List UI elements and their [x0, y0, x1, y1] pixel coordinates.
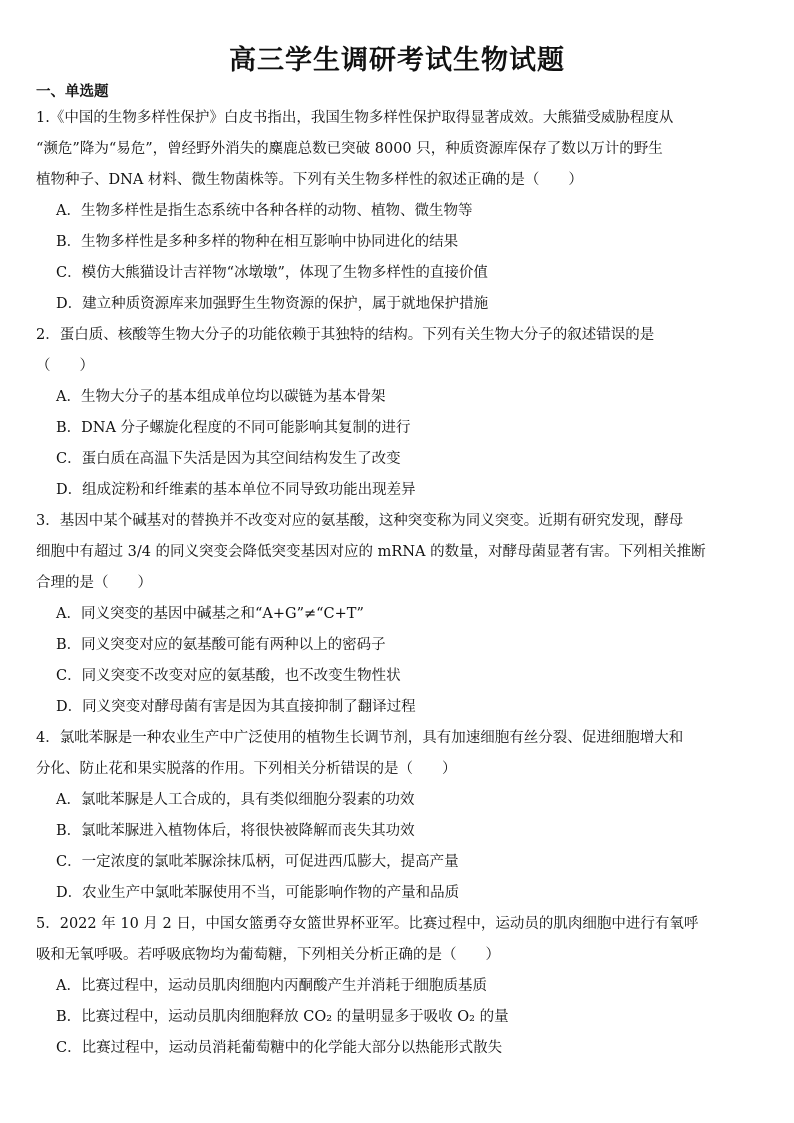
question-4-option-b: B．氯吡苯脲进入植物体后，将很快被降解而丧失其功效: [56, 823, 415, 839]
question-3-text: 3．基因中某个碱基对的替换并不改变对应的氨基酸，这种突变称为同义突变。近期有研究发现，酵母: [36, 513, 684, 529]
question-2-text: 2．蛋白质、核酸等生物大分子的功能依赖于其独特的结构。下列有关生物大分子的叙述错误的是: [36, 327, 655, 343]
question-4-option-d: D．农业生产中氯吡苯脲使用不当，可能影响作物的产量和品质: [56, 885, 460, 901]
question-4-text: 4．氯吡苯脲是一种农业生产中广泛使用的植物生长调节剂，具有加速细胞有丝分裂、促进细胞增大和: [36, 730, 684, 746]
question-4-option-c: C．一定浓度的氯吡苯脲涂抹瓜柄，可促进西瓜膨大，提高产量: [56, 854, 459, 870]
question-2-text: （ ）: [36, 358, 94, 374]
question-1-text: 植物种子、DNA 材料、微生物菌株等。下列有关生物多样性的叙述正确的是（ ）: [36, 172, 583, 188]
question-3-option-c: C．同义突变不改变对应的氨基酸，也不改变生物性状: [56, 668, 401, 684]
question-2-option-a: A．生物大分子的基本组成单位均以碳链为基本骨架: [56, 389, 386, 405]
question-2-option-b: B．DNA 分子螺旋化程度的不同可能影响其复制的进行: [56, 420, 411, 436]
question-3-option-a: A．同义突变的基因中碱基之和“A+G”≠“C+T”: [56, 606, 364, 622]
question-2-option-c: C．蛋白质在高温下失活是因为其空间结构发生了改变: [56, 451, 401, 467]
question-5-option-c: C．比赛过程中，运动员消耗葡萄糖中的化学能大部分以热能形式散失: [56, 1040, 503, 1056]
question-1-option-a: A．生物多样性是指生态系统中各种各样的动物、植物、微生物等: [56, 203, 473, 219]
question-5-option-b: B．比赛过程中，运动员肌肉细胞释放 CO₂ 的量明显多于吸收 O₂ 的量: [56, 1009, 509, 1025]
question-1-option-b: B．生物多样性是多种多样的物种在相互影响中协同进化的结果: [56, 234, 459, 250]
question-3-option-b: B．同义突变对应的氨基酸可能有两种以上的密码子: [56, 637, 386, 653]
question-2-option-d: D．组成淀粉和纤维素的基本单位不同导致功能出现差异: [56, 482, 416, 498]
question-3-text: 细胞中有超过 3/4 的同义突变会降低突变基因对应的 mRNA 的数量，对酵母菌显著有害。下列相关推断: [36, 544, 706, 560]
exam-title: 高三学生调研考试生物试题: [229, 45, 565, 76]
question-4-option-a: A．氯吡苯脲是人工合成的，具有类似细胞分裂素的功效: [56, 792, 415, 808]
question-1-text: 1.《中国的生物多样性保护》白皮书指出，我国生物多样性保护取得显著成效。大熊猫受威胁程度从: [36, 110, 674, 126]
question-3-option-d: D．同义突变对酵母菌有害是因为其直接抑制了翻译过程: [56, 699, 416, 715]
question-1-option-d: D．建立种质资源库来加强野生生物资源的保护，属于就地保护措施: [56, 296, 489, 312]
question-3-text: 合理的是（ ）: [36, 575, 152, 591]
question-1-text: “濒危”降为“易危”，曾经野外消失的麋鹿总数已突破 8000 只，种质资源库保存了数以万计的野生: [36, 141, 663, 157]
question-1-option-c: C．模仿大熊猫设计吉祥物“冰墩墩”，体现了生物多样性的直接价值: [56, 265, 488, 281]
question-5-option-a: A．比赛过程中，运动员肌肉细胞内丙酮酸产生并消耗于细胞质基质: [56, 978, 487, 994]
question-5-text: 吸和无氧呼吸。若呼吸底物均为葡萄糖，下列相关分析正确的是（ ）: [36, 947, 500, 963]
section-heading: 一、单选题: [36, 84, 109, 100]
question-4-text: 分化、防止花和果实脱落的作用。下列相关分析错误的是（ ）: [36, 761, 457, 777]
question-5-text: 5．2022 年 10 月 2 日，中国女篮勇夺女篮世界杯亚军。比赛过程中，运动员的肌肉细胞中进行有氧呼: [36, 916, 699, 932]
